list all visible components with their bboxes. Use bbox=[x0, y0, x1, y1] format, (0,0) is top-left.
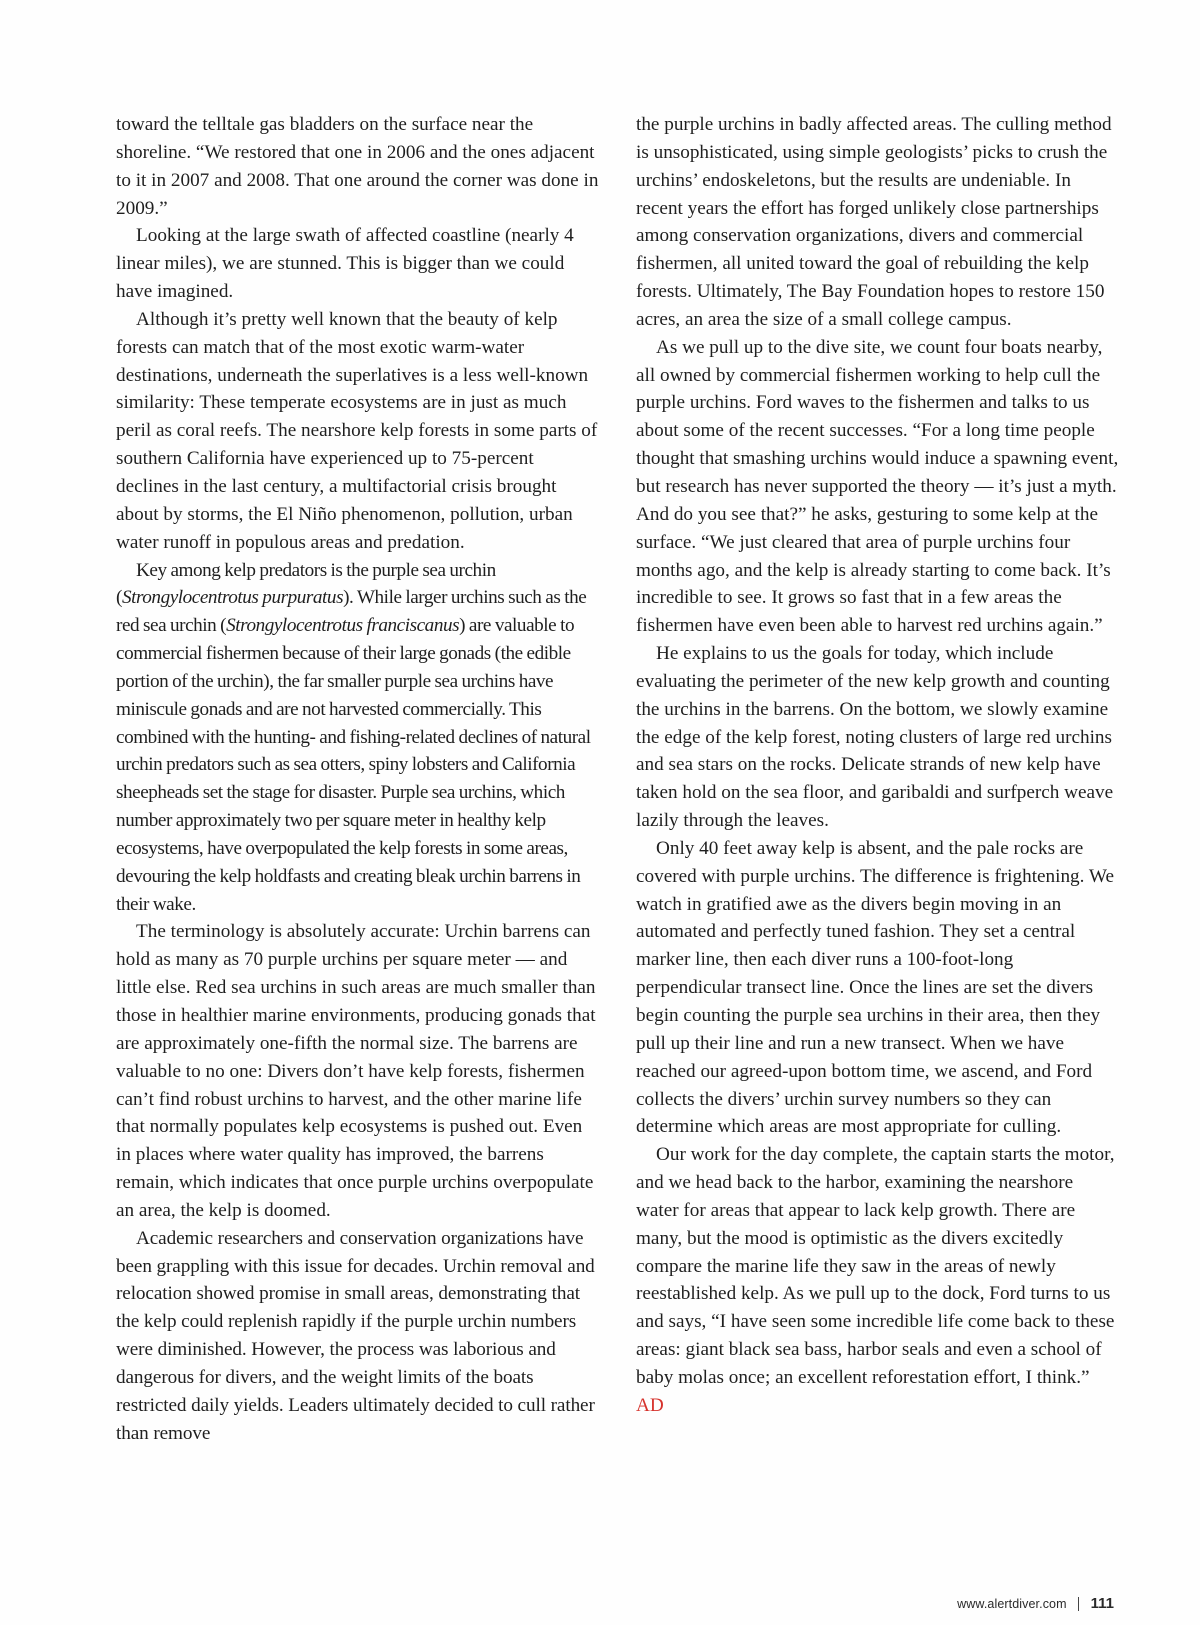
paragraph: As we pull up to the dive site, we count four boats nearby, all owned by commercial fishermen working to help cull the purple urchins. Ford waves to the fishermen and talks to us about some of the recent successes. “For a long time people thought that smashing urchins would induce a spawning event, but research has never supported the theory — it’s just a myth. And do you see that?” he asks, gesturing to some kelp at the surface. “We just cleared that area of purple urchins four months ago, and the kelp is already starting to come back. It’s incredible to see. It grows so fast that in a few areas the fishermen have even been able to harvest red urchins again.” bbox=[636, 336, 1119, 637]
species-name: Strongylocentrotus franciscanus bbox=[226, 615, 460, 637]
text-run: Our work for the day complete, the captain starts the motor, and we head back to the harbor, examining the nearshore water for areas that appear to lack kelp growth. There are many, but the mood is optimistic as the divers excitedly compare the marine life they saw in the areas of newly reestablished kelp. As we pull up to the dock, Ford turns to us and says, “I have seen some incredible life come back to these areas: giant black sea bass, harbor seals and even a school of baby molas once; an excellent reforestation effort, I think.” bbox=[636, 1144, 1115, 1388]
text-run: ). While larger urchins such as the red sea urchin ( bbox=[116, 587, 587, 637]
article-column-right bbox=[636, 111, 1120, 1420]
end-mark-logo: AD bbox=[636, 1394, 664, 1416]
paragraph: He explains to us the goals for today, which include evaluating the perimeter of the new kelp growth and counting the urchins in the barrens. On the bottom, we slowly examine the edge of the kelp forest, noting clusters of large red urchins and sea stars on the rocks. Delicate strands of new kelp have taken hold on the sea floor, and garibaldi and surfperch weave lazily through the leaves. bbox=[636, 643, 1114, 832]
footer-divider bbox=[1078, 1597, 1079, 1611]
species-name: Strongylocentrotus purpuratus bbox=[121, 587, 344, 609]
article-column-left bbox=[116, 111, 600, 1448]
text-run: Key among kelp predators is the purple sea urchin ( bbox=[116, 559, 496, 609]
page-number: 111 bbox=[1090, 1595, 1114, 1612]
paragraph: Looking at the large swath of affected coastline (nearly 4 linear miles), we are stunned. This is bigger than we could have imagined. bbox=[116, 225, 574, 303]
paragraph: The terminology is absolutely accurate: Urchin barrens can hold as many as 70 purple urchins per square meter — and little else. Red sea urchins in such areas are much smaller than those in healthier marine environments, producing gonads that are approximately one-fifth the normal size. The barrens are valuable to no one: Divers don’t have kelp forests, fishermen can’t find robust urchins to harvest, and the other marine life that normally populates kelp ecosystems is pushed out. Even in places where water quality has improved, the barrens remain, which indicates that once purple urchins overpopulate an area, the kelp is doomed. bbox=[116, 921, 596, 1221]
paragraph: the purple urchins in badly affected areas. The culling method is unsophisticated, using simple geologists’ picks to crush the urchins’ endoskeletons, but the results are undeniable. In recent years the effort has forged unlikely close partnerships among conservation organizations, divers and commercial fishermen, all united toward the goal of rebuilding the kelp forests. Ultimately, The Bay Foundation hopes to restore 150 acres, an area the size of a small college campus. bbox=[636, 114, 1112, 330]
paragraph: Although it’s pretty well known that the beauty of kelp forests can match that of the most exotic warm-water destinations, underneath the superlatives is a less well-known similarity: These temperate ecosystems are in just as much peril as coral reefs. The nearshore kelp forests in some parts of southern California have experienced up to 75-percent declines in the last century, a multifactorial crisis brought about by storms, the El Niño phenomenon, pollution, urban water runoff in populous areas and predation. bbox=[116, 308, 598, 553]
paragraph-species bbox=[116, 557, 600, 919]
paragraph: Academic researchers and conservation organizations have been grappling with this issue for decades. Urchin removal and relocation showed promise in small areas, demonstrating that the kelp could replenish rapidly if the purple urchin numbers were diminished. However, the process was laborious and dangerous for divers, and the weight limits of the boats restricted daily yields. Leaders ultimately decided to cull rather than remove bbox=[116, 1227, 595, 1444]
website-url[interactable]: www.alertdiver.com bbox=[957, 1596, 1067, 1611]
paragraph: toward the telltale gas bladders on the surface near the shoreline. “We restored that one in 2006 and the ones adjacent to it in 2007 and 2008. That one around the corner was done in 2009.” bbox=[116, 114, 599, 219]
paragraph: Only 40 feet away kelp is absent, and the pale rocks are covered with purple urchins. The difference is frightening. We watch in gratified awe as the divers begin moving in an automated and perfectly tuned fashion. They set a central marker line, then each diver runs a 100-foot-long perpendicular transect line. Once the lines are set the divers begin counting the purple sea urchins in their area, then they pull up their line and run a new transect. When we have reached our agreed-upon bottom time, we ascend, and Ford collects the divers’ urchin survey numbers so they can determine which areas are most appropriate for culling. bbox=[636, 837, 1114, 1138]
paragraph-final bbox=[636, 1141, 1120, 1419]
text-run: ) are valuable to commercial fishermen because of their large gonads (the edible portion of the urchin), the far smaller purple sea urchins have miniscule gonads and are not harvested commercially. This combined with the hunting- and fishing-related declines of natural urchin predators such as sea otters, spiny lobsters and California sheepheads set the stage for disaster. Purple sea urchins, which number approximately two per square meter in healthy kelp ecosystems, have overpopulated the kelp forests in some areas, devouring the kelp holdfasts and creating bleak urchin barrens in their wake. bbox=[116, 615, 591, 915]
page-footer bbox=[957, 1595, 1114, 1612]
